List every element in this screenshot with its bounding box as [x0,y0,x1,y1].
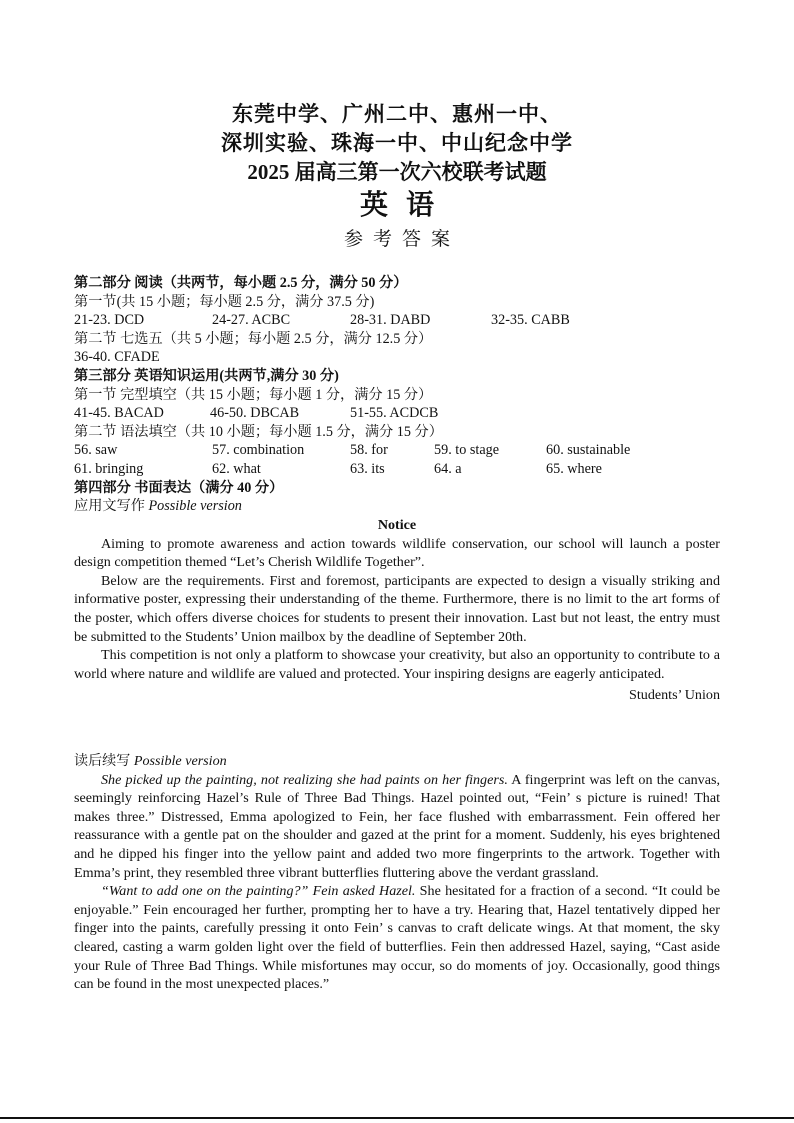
paragraph-1-body: A fingerprint was left on the canvas, seemingly reinforcing Hazel’s Rule of Three Bad Things. Hazel pointed out, “Fein’ s picture is ruined! That makes three.” Distressed, Emma apologized to Fein, her face flushed with embarrassment. Fein offered her reassurance with a gentle pat on the shoulder and gazed at the print for a moment. Suddenly, his eyes brightened and he dipped his finger into the yellow paint and added two more fingerprints to the artwork. Together with Emma’s print, they resembled three vibrant butterflies fluttering above the verdant grassland. [74,771,720,881]
answer-key [74,274,734,516]
notice-paragraph-3: This competition is not only a platform to showcase your creativity, but also an opportunity to contribute to a world where nature and wildlife are valued and protected. Your inspiring designs are eagerly anticipated. [74,647,720,682]
answer-group: 32-35. CABB [491,312,570,329]
grammar-answers-row-2 [74,460,734,479]
notice-title: Notice [377,517,417,533]
continuation-label-cn: 读后续写 [74,753,131,769]
part2-heading: 第二部分 阅读（共两节，每小题 2.5 分，满分 50 分） [74,275,408,291]
bottom-rule [0,1117,794,1119]
notice-signature: Students’ Union [629,687,720,704]
grammar-answer: 57. combination [212,442,305,459]
paragraph-1-lead: She picked up the painting, not realizing she had paints on her fingers. [101,771,508,788]
grammar-answer: 59. to stage [434,442,500,459]
answer-group: 28-31. DABD [350,312,431,329]
part3-sec2-heading: 第二节 语法填空（共 10 小题；每小题 1.5 分，满分 15 分） [74,423,443,440]
grammar-answer: 65. where [546,460,602,477]
notice-essay [74,516,720,705]
answer-group: 24-27. ACBC [212,312,291,329]
grammar-answers-row-1 [74,441,734,460]
continuation-possible-version: Possible version [133,753,227,769]
part2-sec2-answer: 36-40. CFADE [74,349,160,366]
part2-sec1-heading: 第一节(共 15 小题；每小题 2.5 分，满分 37.5 分) [74,293,375,310]
part3-heading: 第三部分 英语知识运用(共两节,满分 30 分) [74,367,339,384]
part2-sec1-answers [74,311,734,330]
title-block [0,100,794,255]
paragraph-2-body: She hesitated for a fraction of a second. “It could be enjoyable.” Fein encouraged her further, prompting her to have a try. Hearing that, Hazel tentatively dipped her finger into the paints, carefully pressing it onto Fein’ s canvas to craft delicate wings. At that moment, the sky cleared, casting a warm golden light over the field of butterflies. Fein then addressed Hazel, saying, “Cast aside your Rule of Three Bad Things. While misfortunes may occur, so do moments of joy. Occasionally, good things can be found in the most unexpected places.” [74,883,720,993]
paragraph-2-lead: “Want to add one on the painting?” Fein asked Hazel. [101,883,416,900]
continuation-paragraph-2 [74,882,720,994]
grammar-answer: 63. its [350,460,385,477]
subject-title: 英语 [359,190,452,221]
continuation-essay [74,752,720,994]
continuation-paragraph-1 [74,771,720,883]
part2-sec2-heading: 第二节 七选五（共 5 小题；每小题 2.5 分，满分 12.5 分） [74,330,433,347]
answer-group: 41-45. BACAD [74,405,164,422]
schools-line-2: 深圳实验、珠海一中、中山纪念中学 [221,131,573,155]
answers-heading: 参考答案 [343,229,460,250]
answer-group: 46-50. DBCAB [210,405,300,422]
grammar-answer: 60. sustainable [546,442,631,459]
applied-writing-label [74,497,734,516]
notice-paragraph-1: Aiming to promote awareness and action towards wildlife conservation, our school will launch a poster design competition themed “Let’s Cherish Wildlife Together”. [74,535,720,571]
schools-line-1: 东莞中学、广州二中、惠州一中、 [232,102,562,126]
possible-version-label: Possible version [148,498,242,515]
continuation-label-line [74,752,720,771]
grammar-answer: 64. a [434,460,462,477]
answer-group: 51-55. ACDCB [350,405,439,422]
grammar-answer: 58. for [350,442,388,459]
part4-heading: 第四部分 书面表达（满分 40 分） [74,479,284,496]
applied-writing-cn: 应用文写作 [74,498,145,515]
grammar-answer: 61. bringing [74,460,144,477]
part3-sec1-answers [74,404,734,423]
answer-group: 21-23. DCD [74,312,145,329]
exam-title: 2025 届高三第一次六校联考试题 [247,160,547,184]
grammar-answer: 56. saw [74,442,118,459]
notice-paragraph-2: Below are the requirements. First and foremost, participants are expected to design a visually striking and informative poster, expressing their understanding of the theme. Furthermore, there is no limit to the art forms of the poster, which offers diverse choices for students to present their innovation. Last but not least, the entry must be submitted to the Students’ Union mailbox by the deadline of September 20th. [74,572,720,645]
part3-sec1-heading: 第一节 完型填空（共 15 小题；每小题 1 分，满分 15 分） [74,386,433,403]
grammar-answer: 62. what [212,460,261,477]
